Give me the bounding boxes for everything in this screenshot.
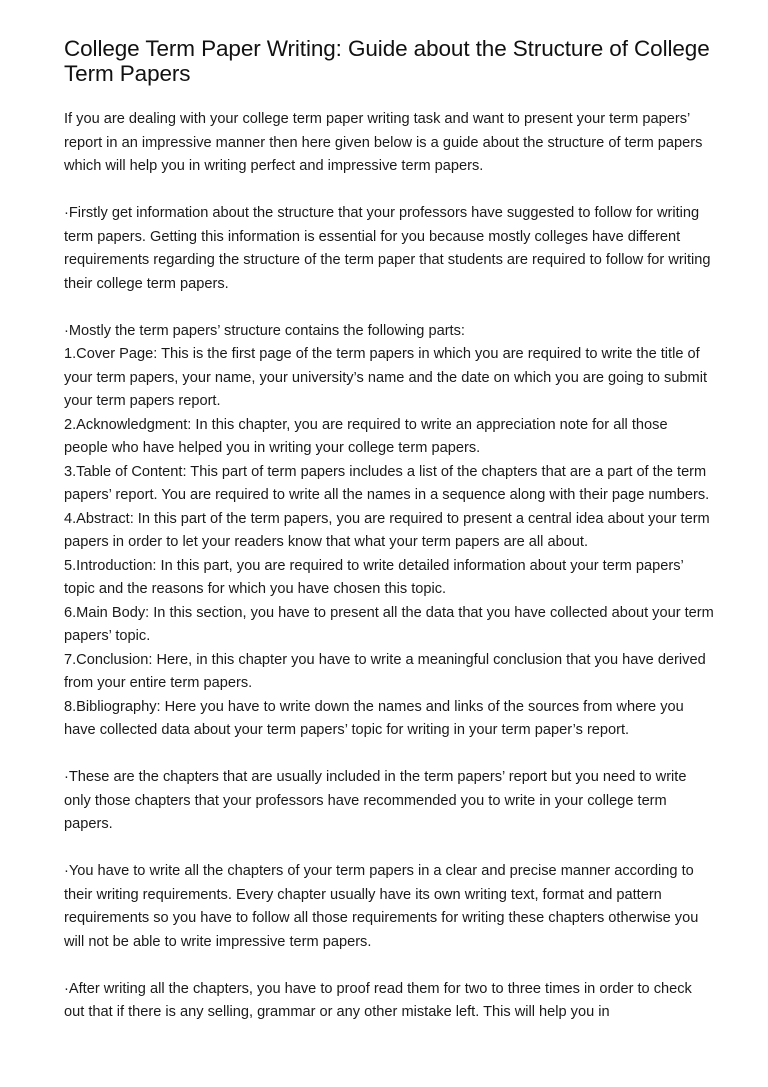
list-item-bibliography: 8.Bibliography: Here you have to write down the names and links of the sources from where you have collected data about your term papers’ topic for writing in your term paper’s report. [64,698,684,738]
bullet-paragraph-1: ·Firstly get information about the structure that your professors have suggested to follow for writing term papers. Getting this information is essential for you because mostly colleges have different requirements regarding the structure of the term paper that students are required to follow for writing their college term papers. [64,205,711,292]
list-item-cover-page: 1.Cover Page: This is the first page of the term papers in which you are required to write the title of your term papers, your name, your university’s name and the date on which you are going to submit your term papers report. [64,346,708,409]
bullet-paragraph-2-intro: ·Mostly the term papers’ structure contains the following parts: [64,322,465,339]
bullet-paragraph-3: ·These are the chapters that are usually included in the term papers’ report but you need to write only those chapters that your professors have recommended you to write in your college term papers. [64,769,687,832]
list-item-abstract: 4.Abstract: In this part of the term papers, you are required to present a central idea about your term papers in order to let your readers know that what your term papers are all about. [64,510,710,550]
list-item-table-of-content: 3.Table of Content: This part of term papers includes a list of the chapters that are a part of the term papers’ report. You are required to write all the names in a sequence along with their page numbers. [64,463,710,503]
document-body [64,108,714,1025]
document-page [64,36,714,1048]
structure-parts-list [64,343,714,743]
list-item-main-body: 6.Main Body: In this section, you have to present all the data that you have collected about your term papers’ topic. [64,604,714,644]
document-title: College Term Paper Writing: Guide about the Structure of College Term Papers [64,36,710,86]
intro-paragraph: If you are dealing with your college term paper writing task and want to present your term papers’ report in an impressive manner then here given below is a guide about the structure of term papers which will help you in writing perfect and impressive term papers. [64,111,703,174]
list-item-conclusion: 7.Conclusion: Here, in this chapter you have to write a meaningful conclusion that you have derived from your entire term papers. [64,651,706,691]
list-item-introduction: 5.Introduction: In this part, you are required to write detailed information about your term papers’ topic and the reasons for which you have chosen this topic. [64,557,684,597]
bullet-paragraph-4: ·You have to write all the chapters of your term papers in a clear and precise manner according to their writing requirements. Every chapter usually have its own writing text, format and pattern requirements so you have to follow all those requirements for writing these chapters otherwise you will not be able to write impressive term papers. [64,863,699,950]
bullet-paragraph-5: ·After writing all the chapters, you have to proof read them for two to three times in order to check out that if there is any selling, grammar or any other mistake left. This will help you in [64,980,692,1020]
list-item-acknowledgment: 2.Acknowledgment: In this chapter, you are required to write an appreciation note for all those people who have helped you in writing your college term papers. [64,416,668,456]
